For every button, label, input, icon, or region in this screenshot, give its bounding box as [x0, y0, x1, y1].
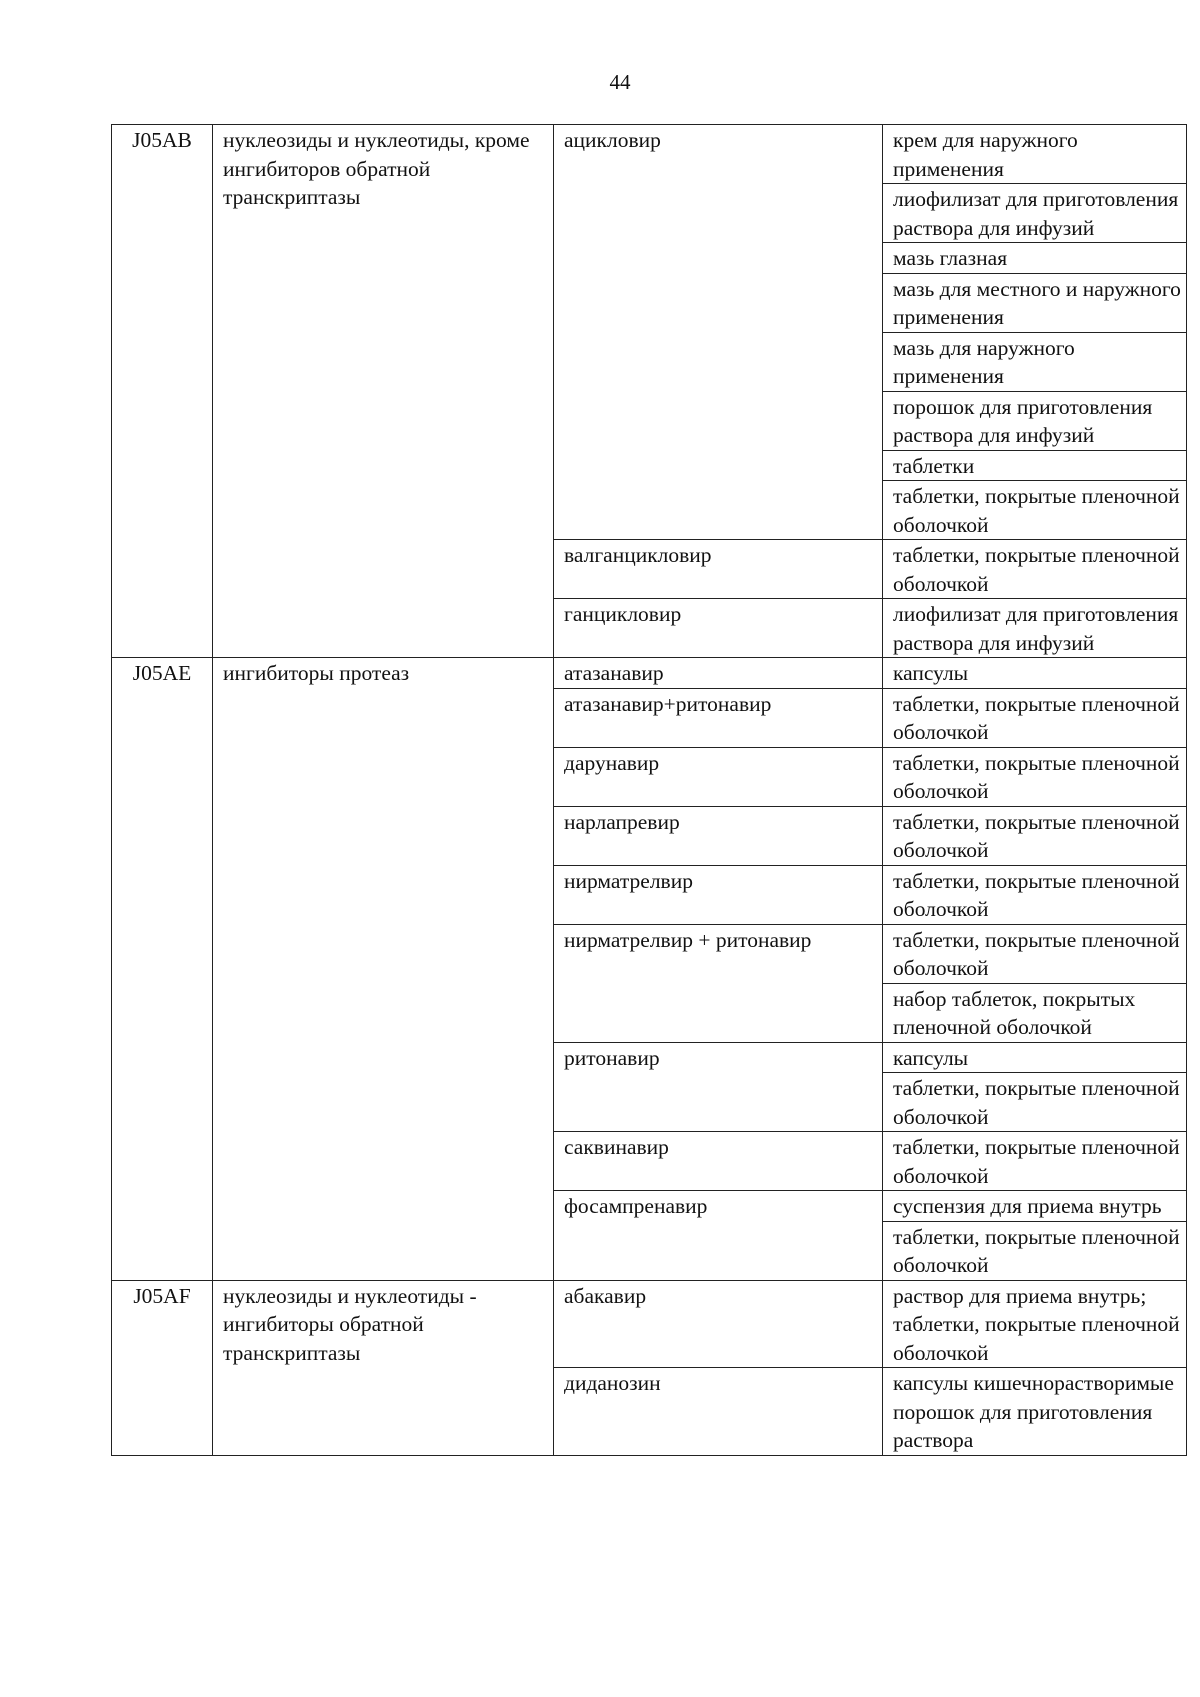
drug-name-cell: абакавир: [554, 1280, 883, 1368]
drug-name-cell: дарунавир: [554, 747, 883, 806]
dosage-form-cell: таблетки: [883, 450, 1187, 481]
drug-name-cell: нирматрелвир + ритонавир: [554, 924, 883, 1042]
table-row: [112, 125, 1187, 184]
dosage-form-cell: таблетки, покрытые пленочной оболочкой: [883, 806, 1187, 865]
dosage-form-cell: таблетки, покрытые пленочной оболочкой: [883, 1073, 1187, 1132]
drug-name-cell: саквинавир: [554, 1132, 883, 1191]
table-body: [112, 125, 1187, 1456]
dosage-form-cell: таблетки, покрытые пленочной оболочкой: [883, 865, 1187, 924]
dosage-form-cell: мазь для местного и наружного применения: [883, 273, 1187, 332]
drug-name-cell: атазанавир+ритонавир: [554, 688, 883, 747]
drug-name-cell: ритонавир: [554, 1042, 883, 1132]
dosage-form-cell: набор таблеток, покрытых пленочной оболочкой: [883, 983, 1187, 1042]
pharmacological-group-cell: ингибиторы протеаз: [213, 658, 554, 1281]
dosage-form-cell: таблетки, покрытые пленочной оболочкой: [883, 481, 1187, 540]
atc-code-cell: J05AB: [112, 125, 213, 658]
dosage-form-cell: таблетки, покрытые пленочной оболочкой: [883, 1221, 1187, 1280]
dosage-form-cell: таблетки, покрытые пленочной оболочкой: [883, 924, 1187, 983]
atc-code-cell: J05AF: [112, 1280, 213, 1455]
dosage-form-cell: лиофилизат для приготовления раствора для инфузий: [883, 599, 1187, 658]
pharmacological-group-cell: нуклеозиды и нуклеотиды - ингибиторы обратной транскриптазы: [213, 1280, 554, 1455]
dosage-form-cell: таблетки, покрытые пленочной оболочкой: [883, 540, 1187, 599]
dosage-form-cell: капсулы: [883, 658, 1187, 689]
dosage-form-cell: суспензия для приема внутрь: [883, 1191, 1187, 1222]
dosage-form-cell: крем для наружного применения: [883, 125, 1187, 184]
dosage-form-cell: лиофилизат для приготовления раствора для инфузий: [883, 184, 1187, 243]
dosage-form-cell: капсулы: [883, 1042, 1187, 1073]
table-row: [112, 658, 1187, 689]
drug-list-table: [111, 124, 1187, 1456]
pharmacological-group-cell: нуклеозиды и нуклеотиды, кроме ингибиторов обратной транскриптазы: [213, 125, 554, 658]
drug-name-cell: ацикловир: [554, 125, 883, 540]
drug-name-cell: нарлапревир: [554, 806, 883, 865]
dosage-form-cell: таблетки, покрытые пленочной оболочкой: [883, 747, 1187, 806]
drug-name-cell: ганцикловир: [554, 599, 883, 658]
dosage-form-cell: капсулы кишечнорастворимые порошок для приготовления раствора: [883, 1368, 1187, 1456]
drug-name-cell: валганцикловир: [554, 540, 883, 599]
drug-name-cell: диданозин: [554, 1368, 883, 1456]
table-row: [112, 1280, 1187, 1368]
drug-name-cell: нирматрелвир: [554, 865, 883, 924]
dosage-form-cell: раствор для приема внутрь; таблетки, покрытые пленочной оболочкой: [883, 1280, 1187, 1368]
atc-code-cell: J05AE: [112, 658, 213, 1281]
dosage-form-cell: таблетки, покрытые пленочной оболочкой: [883, 1132, 1187, 1191]
dosage-form-cell: таблетки, покрытые пленочной оболочкой: [883, 688, 1187, 747]
drug-name-cell: фосампренавир: [554, 1191, 883, 1281]
dosage-form-cell: мазь глазная: [883, 243, 1187, 274]
dosage-form-cell: порошок для приготовления раствора для инфузий: [883, 391, 1187, 450]
dosage-form-cell: мазь для наружного применения: [883, 332, 1187, 391]
page-number: 44: [609, 70, 631, 94]
drug-name-cell: атазанавир: [554, 658, 883, 689]
